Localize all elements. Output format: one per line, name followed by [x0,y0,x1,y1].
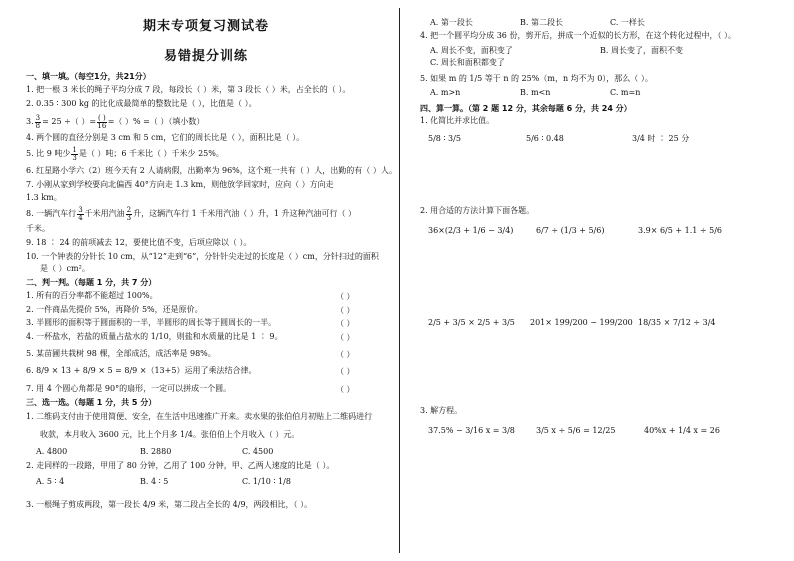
calc-s2-item-3: 3.9× 6/5 + 1.1 ÷ 5/6 [638,226,723,235]
part2-item-7: 7. 用 4 个圆心角都是 90°的扇形，一定可以拼成一个圆。 [26,384,232,393]
part3-q5: 5. 如果 m 的 1/5 等于 n 的 25%（m，n 均不为 0），那么（ ）。 [420,74,653,83]
part3-q1a: 1. 二维码支付由于使用简便、安全，在生活中迅速推广开来。卖水果的张伯伯月初贴上二维码进行 [26,412,373,421]
part1-q10b: 是（ ）cm²。 [40,264,90,273]
part1-q5: 5. 比 9 吨少 $\frac{1}{3}$ 是（ ）吨；6 千米比（ ）千米少 25%。 [26,145,224,162]
q2-option-b[interactable]: B. 4 ∶ 5 [140,477,169,486]
calc-s1-item-1: 5/8 ∶ 3/5 [428,134,461,143]
q1-option-c[interactable]: C. 4500 [242,447,274,456]
calc-s3-item-3: 40%x + 1/4 x = 26 [644,426,720,435]
answer-paren[interactable]: （ ） [336,385,355,394]
part1-q10a: 10. 一个钟表的分针长 10 cm，从“12”走到“6”，分针针尖走过的长度是（ ）cm，分针扫过的面积 [26,252,379,261]
part1-q9: 9. 18 ∶ 24 的前项减去 12，要使比值不变，后项应除以（ ）。 [26,238,252,247]
part2-item-5: 5. 某苗圃共栽树 98 棵，全部成活，成活率是 98%。 [26,349,216,358]
calc-s3-item-1: 37.5% − 3/16 x = 3/8 [428,426,515,435]
part1-q7a: 7. 小刚从家到学校要向北偏西 40°方向走 1.3 km，则他放学回家时，应向（ ）方向走 [26,180,334,189]
part2-item-3: 3. 半圆形的面积等于圆面积的一半，半圆形的周长等于圆周长的一半。 [26,318,277,327]
q1-option-a[interactable]: A. 4800 [36,447,68,456]
part3-q3: 3. 一根绳子剪成两段，第一段长 4/9 米，第二段占全长的 4/9，两段相比，（ ）。 [26,500,313,509]
q4-option-c[interactable]: C. 周长和面积都变了 [430,58,505,67]
q3-option-a[interactable]: A. 第一段长 [430,18,473,27]
part3-heading: 三、选一选。（每题 1 分，共 5 分） [26,398,157,407]
part3-q1b: 收款，本月收入 3600 元，比上个月多 1/4。张伯伯上个月收入（ ）元。 [40,430,300,439]
calc-s3-item-2: 3/5 x ÷ 5/6 = 12/25 [536,426,616,435]
part2-item-4: 4. 一杯盐水，若盐的质量占盐水的 1/10，则盐和水质量的比是 1 ∶ 9。 [26,332,283,341]
calc-s1-title: 1. 化简比并求比值。 [420,116,495,125]
q5-option-b[interactable]: B. m<n [520,88,551,97]
calc-s1-item-3: 3/4 时 ∶ 25 分 [632,134,690,143]
page-subtitle: 易错提分训练 [164,49,249,64]
calc-s2-item-6: 18/35 × 7/12 ÷ 3/4 [638,318,716,327]
part1-q7b: 1.3 km。 [26,193,62,202]
answer-paren[interactable]: （ ） [336,350,355,359]
calc-s2-title: 2. 用合适的方法计算下面各题。 [420,206,535,215]
q2-option-a[interactable]: A. 5 ∶ 4 [36,477,65,486]
calc-s3-title: 3. 解方程。 [420,406,463,415]
q3-label: 3. [26,117,34,126]
part1-heading: 一、填一填。（每空1分，共21分） [26,72,151,81]
answer-paren[interactable]: （ ） [336,306,355,315]
right-column [400,0,794,561]
part1-q8: 8. 一辆汽车行 $\frac{3}{4}$ 千米用汽油 $\frac{2}{3}$ 升，这辆汽车行 1 千米用汽油（ ）升，1 升这种汽油可行（ ） [26,205,357,222]
calc-s2-item-1: 36×(2/3 + 1/6 − 3/4) [428,226,514,235]
q2-option-c[interactable]: C. 1/10 ∶ 1/8 [242,477,291,486]
answer-paren[interactable]: （ ） [336,333,355,342]
q4-option-b[interactable]: B. 周长变了，面积不变 [600,46,683,55]
q4-option-a[interactable]: A. 周长不变，面积变了 [430,46,513,55]
part2-item-6: 6. 8/9 × 13 + 8/9 × 5 = 8/9 ×（13+5）运用了乘法结合律。 [26,366,257,375]
q5-fraction: $\frac{1}{3}$ [72,145,77,162]
q8-fraction-a: $\frac{3}{4}$ [78,205,83,222]
calc-s2-item-5: 201× 199/200 − 199/200 [530,318,633,327]
q3-option-c[interactable]: C. 一样长 [610,18,645,27]
answer-paren[interactable]: （ ） [336,292,355,301]
q5-option-c[interactable]: C. m=n [610,88,641,97]
part2-heading: 二、判一判。（每题 1 分，共 7 分） [26,278,157,287]
part3-q4: 4. 把一个圆平均分成 36 份，剪开后，拼成一个近似的长方形，在这个转化过程中，（ ）。 [420,31,736,40]
calc-s1-item-2: 5/6 ∶ 0.48 [526,134,564,143]
part1-q4: 4. 两个圆的直径分别是 3 cm 和 5 cm，它们的周长比是（ ），面积比是（ ）。 [26,133,305,142]
part4-heading: 四、算一算。（第 2 题 12 分，其余每题 6 分，共 24 分） [420,104,632,113]
part2-item-1: 1. 所有的百分率都不能超过 100%。 [26,291,158,300]
answer-paren[interactable]: （ ） [336,319,355,328]
part1-q1: 1. 把一根 3 米长的绳子平均分成 7 段，每段长（ ）米，第 3 段长（ ）米，占全长的（ ）。 [26,85,351,94]
part1-q2: 2. 0.35 ∶ 300 kg 的比化成最简单的整数比是（ ），比值是（ ）。 [26,99,257,108]
part1-q6: 6. 红星路小学六（2）班今天有 2 人请病假，出勤率为 96%，这个班一共有（ ）人，出勤的有（ ）人。 [26,166,397,175]
calc-s2-item-4: 2/5 + 3/5 × 2/5 + 3/5 [428,318,515,327]
q1-option-b[interactable]: B. 2880 [140,447,172,456]
part2-item-2: 2. 一件商品先提价 5%，再降价 5%，还是原价。 [26,305,203,314]
part3-q2: 2. 走同样的一段路，甲用了 80 分钟，乙用了 100 分钟，甲、乙两人速度的比是（ ）。 [26,461,335,470]
q3-fraction: $\frac{3}{8}$ [35,113,41,130]
q8-fraction-b: $\frac{2}{3}$ [126,205,132,222]
q3-option-b[interactable]: B. 第二段长 [520,18,563,27]
q3-blank-fraction: $\frac{( )}{16}$ [97,113,107,130]
calc-s2-item-2: 6/7 ÷ (1/3 + 5/6) [536,226,605,235]
part1-q8d: 千米。 [26,224,50,233]
page-title: 期末专项复习测试卷 [143,19,270,34]
part1-q3: 3. $\frac{3}{8}$ = 25 ÷（ ）= $\frac{( )}{16}$ =（ ）% =（ ）（填小数） [26,113,205,130]
q5-option-a[interactable]: A. m>n [430,88,461,97]
answer-paren[interactable]: （ ） [336,367,355,376]
